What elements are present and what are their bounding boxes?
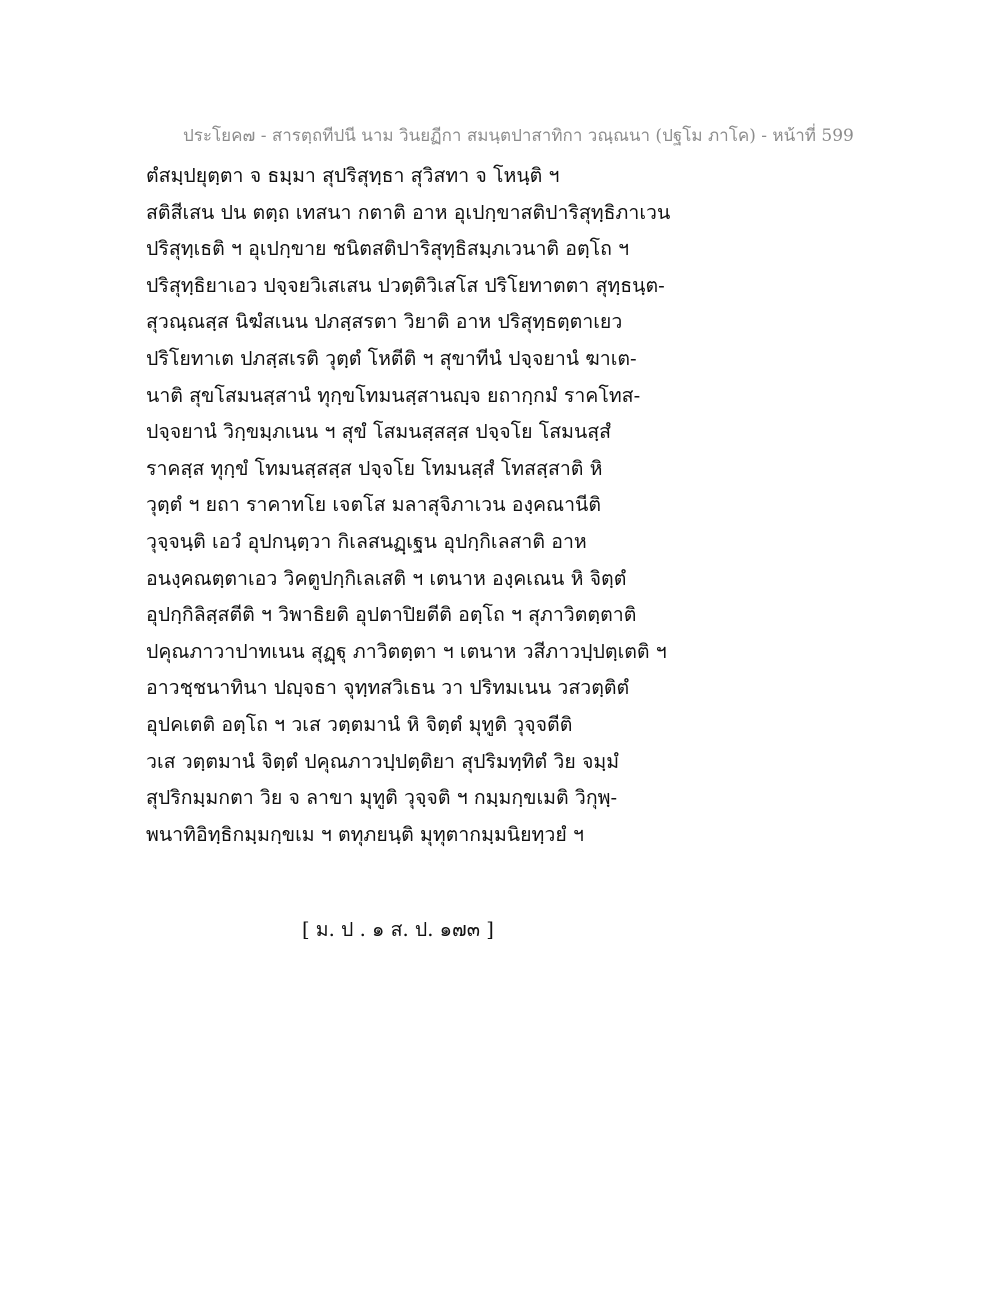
- text-line: ตํสมฺปยุตฺตา จ ธมฺมา สุปริสุทฺธา สุวิสทา จ โหนฺติ ฯ: [146, 164, 560, 187]
- text-line: วุจฺจนฺติ เอวํ อุปกนฺตฺวา กิเลสนฏฺเฐน อุปกฺกิเลสาติ อาห: [146, 529, 587, 553]
- text-line: ปริสุทฺเธติ ฯ อุเปกฺขาย ชนิตสติปาริสุทฺธิสมฺภเวนาติ อตฺโถ ฯ: [146, 237, 630, 261]
- running-header: ประโยค๗ - สารตฺถทีปนี นาม วินยฏีกา สมนฺตปาสาทิกา วณฺณนา (ปฐโม ภาโค) - หน้าที่ 599: [183, 126, 854, 146]
- text-line: วุตฺตํ ฯ ยถา ราคาทโย เจตโส มลาสุจิภาเวน องฺคณานีติ: [146, 493, 602, 517]
- text-line: วเส วตฺตมานํ จิตฺตํ ปคุณภาวปฺปตฺติยา สุปริมทฺทิตํ วิย จมฺมํ: [146, 749, 620, 773]
- text-line: ปริสุทฺธิยาเอว ปจฺจยวิเสเสน ปวตฺติวิเสโส ปริโยทาตตา สุทฺธนฺต-: [146, 273, 665, 297]
- text-line: นาติ สุขโสมนสฺสานํ ทุกฺขโทมนสฺสานญฺจ ยถากฺกมํ ราคโทส-: [146, 383, 641, 407]
- text-line: พนาทิอิทฺธิกมฺมกฺขเม ฯ ตทุภยนฺติ มุทุตากมฺมนิยทฺวยํ ฯ: [146, 822, 584, 846]
- source-reference: [ ม. ป . ๑ ส. ป. ๑๗๓ ]: [302, 918, 494, 941]
- text-line: อนงฺคณตฺตาเอว วิคตูปกฺกิเลเสติ ฯ เตนาห องฺคเณน หิ จิตฺตํ: [146, 566, 627, 590]
- text-line: อาวชฺชนาทินา ปญฺจธา จุทฺทสวิเธน วา ปริทมเนน วสวตฺติตํ: [146, 676, 630, 700]
- text-line: ราคสฺส ทุกฺขํ โทมนสฺสสฺส ปจฺจโย โทมนสฺสํ โทสสฺสาติ หิ: [146, 456, 603, 480]
- text-line: ปคุณภาวาปาทเนน สุฏฺฐุ ภาวิตตฺตา ฯ เตนาห วสีภาวปฺปตฺเตติ ฯ: [146, 639, 667, 663]
- body-text: [146, 158, 846, 853]
- text-line: สติสีเสน ปน ตตฺถ เทสนา กตาติ อาห อุเปกฺขาสติปาริสุทฺธิภาเวน: [146, 200, 671, 224]
- text-line: ปจฺจยานํ วิกฺขมฺภเนน ฯ สุขํ โสมนสฺสสฺส ปจฺจโย โสมนสฺสํ: [146, 420, 612, 444]
- text-line: อุปคเตติ อตฺโถ ฯ วเส วตฺตมานํ หิ จิตฺตํ มุทูติ วุจฺจตีติ: [146, 712, 573, 736]
- text-line: อุปกฺกิลิสฺสตีติ ฯ วิพาธิยติ อุปตาปิยตีติ อตฺโถ ฯ สุภาวิตตฺตาติ: [146, 603, 637, 627]
- text-line: สุปริกมฺมกตา วิย จ ลาขา มุทูติ วุจฺจติ ฯ กมฺมกฺขเมติ วิกุพฺ-: [146, 786, 618, 810]
- text-line: ปริโยทาเต ปภสฺสเรติ วุตฺตํ โหตีติ ฯ สุขาทีนํ ปจฺจยานํ ฆาเต-: [146, 346, 637, 370]
- text-line: สุวณฺณสฺส นิฆํสเนน ปภสฺสรตา วิยาติ อาห ปริสุทฺธตฺตาเยว: [146, 310, 623, 334]
